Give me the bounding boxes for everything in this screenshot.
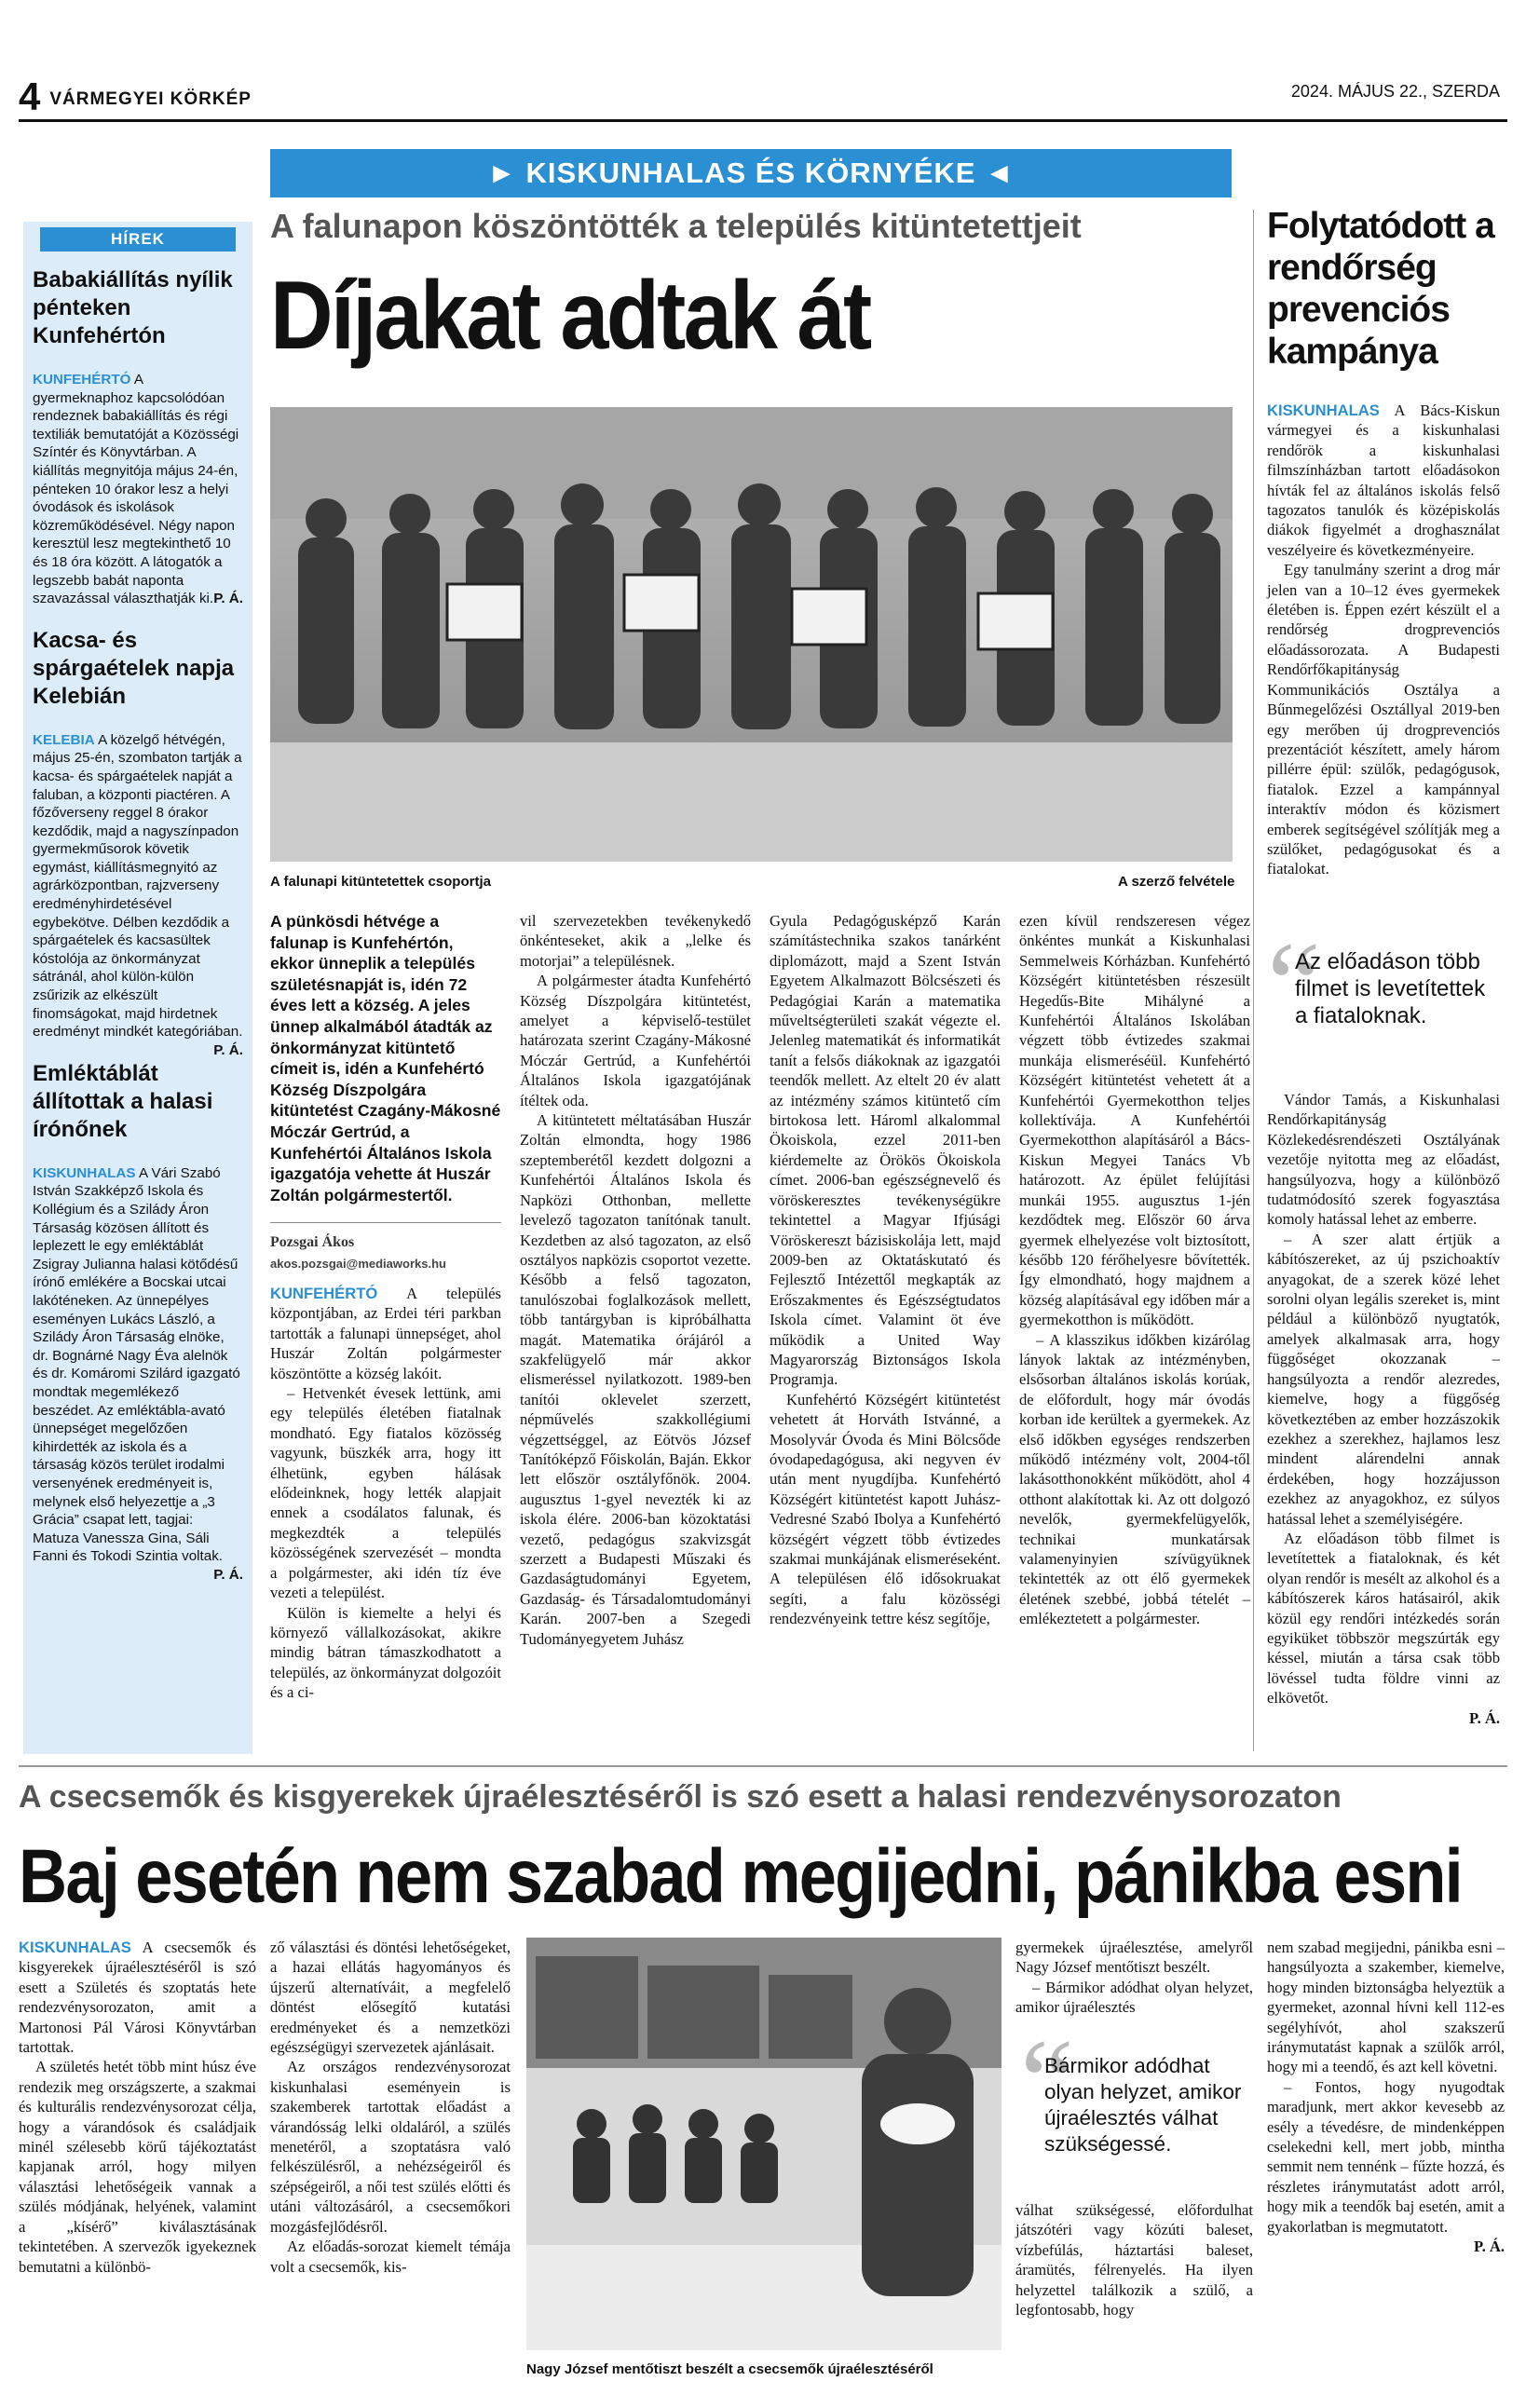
main-article-subtitle: A falunapon köszöntötték a település kitüntetettjeit <box>270 207 1082 245</box>
brief-body <box>33 1164 243 1583</box>
brief-text: A közelgő hétvégén, május 25-én, szombaton tartják a kacsa- és spárgaételek napját a faluban, a központi piactéren. A főzőverseny reggel 8 órakor kezdődik, majd a nagyszínpadon gyermekműsorok követik egymást, kiállításmegnyitó az agrárközpontban, rajzverseny eredményhirdetésével egybekötve. Délben kezdődik a spárgaételek és kacsasültek kóstolója az önkormányzat sátránál, ahol külön-külön zsűrizik az elkészült finomságokat, majd hirdetnek eredményt mindkét kategóriában. <box>33 731 243 1041</box>
brief-text: A Vári Szabó István Szakképző Iskola és Kollégium és a Szilády Áron Társaság közösen állított és leplezett le egy emléktáblát Zsigray Julianna halasi kötődésű írónő emlékére a Bocskai utcai lakóténeken. Az ünnepélyes eseményen Lukács László, a Szilády Áron Társaság elnöke, dr. Bognárné Nagy Éva alelnök és dr. Komáromi Szilárd igazgató mondtak megemlékező beszédet. Az emléktábla-avató ünnepséget megelőzően kihirdették az iskola és a társaság közös terület irodalmi versenyének eredményeit is, melynek első helyezettje a „3 Grácia” csapat lett, tagjai: Matuza Vanessza Gina, Sáli Fanni és Tokodi Szintia voltak. <box>33 1164 240 1565</box>
header-divider <box>19 119 1507 122</box>
award-group-photo <box>270 407 1233 862</box>
brief-text: A gyermeknaphoz kapcsolódóan rendeznek babakiállítás és régi textiliák bemutatóját a Közösségi Színtér és Könyvtárban. A kiállítás megnyitója május 24-én, pénteken 10 órakor lesz a helyi óvodások és iskolások közreműködésével. Négy napon keresztül lesz megtekinthető 10 és 18 óra között. A látogatók a legszebb babát naponta szavazással választhatják ki. <box>33 372 239 607</box>
paragraph: A születés hetét több mint húsz éve rendezik meg országszerte, a szakmai és kulturális rendezvénysorozat célja, hogy a várandósok és családjaik minél szélesebb körű tájékoztatást kapjanak arról, hogy milyen választási lehetőségeik vannak a szülés módjának, helyének, valamint a „kísérő” kiválasztásának tekintetében. A szervezők igyekeznek bemutatni a különbö- <box>19 2058 256 2276</box>
page-number: 4 <box>19 75 41 118</box>
quote-text: Az előadáson több filmet is levetítettek a fiataloknak. <box>1295 949 1486 1028</box>
issue-date: 2024. MÁJUS 22., SZERDA <box>1290 82 1500 101</box>
brief-kicker: KUNFEHÉRTÓ <box>33 372 131 388</box>
pull-quote <box>1020 2015 1253 2198</box>
byline: Pozsgai Ákos <box>270 1222 501 1254</box>
brief-signature: P. Á. <box>213 1041 243 1058</box>
right-article-headline: Folytatódott a rendőrség prevenciós kampánya <box>1267 206 1494 372</box>
quote-mark-icon: “ <box>1267 918 1321 1052</box>
paragraph: gyermekek újraélesztése, amelyről Nagy József mentőtiszt beszélt. <box>1015 1939 1253 1977</box>
main-article-headline: Díjakat adtak át <box>270 262 870 370</box>
section-divider <box>19 1765 1507 1767</box>
news-sidebar <box>23 222 252 1754</box>
article-kicker: KISKUNHALAS <box>19 1939 131 1956</box>
brief-signature: P. Á. <box>213 1566 243 1583</box>
paper-name: VÁRMEGYEI KÖRKÉP <box>49 89 252 109</box>
paragraph: vil szervezetekben tevékenykedő önkénteseket, akik a „lelke és motorjai” a településnek. <box>520 912 751 970</box>
paragraph: A polgármester átadta Kunfehértó Község Díszpolgára kitüntetést, amelyet a képviselő-testület határozata szerint Czagány-Mákosné Móczár Gertrúd, a Kunfehértói Általános Iskola igazgatójának ítéltek oda. <box>520 972 751 1109</box>
paragraph: Egy tanulmány szerint a drog már jelen van a 10–12 éves gyermekek életében is. Éppen ezért készült el a rendőrség drogprevenciós előadássorozata. A Budapesti Rendőrfőkapitányság Kommunikációs Osztálya a Bűnmegelőzési Osztállyal 2019-ben egy merőben új drogprevenciós prezentációt készített, amely három pillérre épül: szülők, pedagógusok, fiatalok. Ezzel a kampánnyal interaktív módon és közismert emberek segítségével szólítják meg a szülőket, pedagógusokat és a fiatalokat. <box>1267 561 1500 878</box>
paragraph: nem szabad megijedni, pánikba esni – hangsúlyozta a szakember, kiemelve, hogy minden biztonságba helyeztük a gyermeket, azonnal hívni kell 112-es segélyhívót, ahol szakszerű iránymutatást kapnak a szülők arról, hogy mi a teendő, és azt kell követni. <box>1267 1939 1505 2076</box>
paragraph: – A szer alatt értjük a kábítószereket, az új pszichoaktív anyagokat, de a szerek közé lehet sorolni olyan legális szereket is, mint például a különböző nyugtatók, amelyek alkalmasak arra, hogy függőséget okozzanak – hangsúlyozta a rendőr alezredes, kiemelve, hogy a függőség következtében az ember hozzászokik ezekhez a szerekhez, hajlamos lesz mindent alárendelni annak érdekében, hogy hozzájusson ezekhez az anyagokhoz, ez súlyos hatással lehet a személyiségére. <box>1267 1230 1500 1528</box>
brief-kicker: KISKUNHALAS <box>33 1164 136 1181</box>
brief-title: Kacsa- és spárgaételek napja Kelebián <box>33 627 235 709</box>
brief-title: Emléktáblát állítottak a halasi írónőnek <box>33 1060 213 1142</box>
paragraph: Kunfehértó Községért kitüntetést vehetett át Horváth Istvánné, a Mosolyvár Óvoda és Mini Bölcsőde óvodapedagógusa, aki negyven év után ment nyugdíjba. Kunfehértó Községért kitüntetést kapott Juhász-Vedresné Szabó Ibolya a Kunfehértó községért végzett több évtizedes szakmai munkájának elismeréseként. A településen élő idősokruakat segíti, a falu közösségi rendezvényeink tettre kész segítője, <box>770 1390 1001 1628</box>
section-banner: ► KISKUNHALAS ÉS KÖRNYÉKE ◄ <box>270 149 1232 197</box>
article-lead <box>270 911 501 1275</box>
bottom-article-column-2 <box>270 1938 511 2277</box>
brief-title: Babakiállítás nyílik pénteken Kunfehértón <box>33 267 233 348</box>
photo-credit: A szerző felvétele <box>1118 874 1235 890</box>
brief-item <box>33 1060 243 1583</box>
paragraph: – Bármikor adódhat olyan helyzet, amikor újraélesztés <box>1015 1978 1253 2017</box>
quote-mark-icon: “ <box>1020 2015 1074 2149</box>
bottom-article-column-1 <box>19 1938 256 2277</box>
paragraph: Az előadáson több filmet is levetítettek a fiataloknak, és két olyan rendőr is mesélt az alkohol és a kábítószerek káros hatásairól, akik közül egy rendőri intézkedés során egyiküket többször megszúrták egy késsel, miután a társa csak több lövéssel tudta földre vinni az elkövetőt. <box>1267 1529 1500 1707</box>
paragraph: válhat szükségessé, előfordulhat játszótéri vagy közúti baleset, vízbefúlás, háztartási baleset, áramütés, félrenyelés. Ha ilyen helyzettel találkozik a szülő, a legfontosabb, hogy <box>1015 2201 1253 2320</box>
paragraph: Külön is kiemelte a helyi és környező vállalkozásokat, akikre mindig bátran támaszkodhatott a település, az önkormányzat dolgozóit és a ci- <box>270 1603 501 1702</box>
paragraph: ezen kívül rendszeresen végez önkéntes munkát a Kiskunhalasi Semmelweis Kórházban. Kunfehértó Községért kitüntetésben részesült Hegedűs-Bite Mihályné a Kunfehértói Általános Iskolában végzett több évtizedes szakmai munkája elismeréséül. Kunfehértó Községért kitüntetést vehetett át a Kunfehértói Gyermekotthon teljes kollektívája. A Kunfehértói Gyermekotthon alapításáról a Bács-Kiskun Megyei Tanács Vb határozott. Az épület felújítási munkái 1955. augusztus 1-jén kezdődtek meg. Először 60 árva gyermek elhelyezése volt biztosított, később 120 férőhelyesre bővítették. Így elmondható, hogy majdnem a község alapításával egy időben már a gyermekotthon is működött. <box>1019 912 1250 1329</box>
brief-body <box>33 371 243 608</box>
paragraph: A kitüntetett méltatásában Huszár Zoltán elmondta, hogy 1986 szeptemberétől kezdett dolgozni a Kunfehértói Általános Iskola és Napközi Otthonban, mellette levelező tagozaton tanítónak tanult. Kezdetben az alsó tagozaton, az első osztályos napközis csoportot vezette. Később a felső tagozaton, tanulószobai foglalkozások mellett, több tantárgyban is kipróbálhatta magát. Matematika órájáról a szakfelügyelő már akkor elismeréssel nyilatkozott. 1989-ben tanítói oklevelet szerzett, népművelés szakkollégiumi végzettséggel, az Eötvös József Tanítóképző Főiskolán, Baján. Ekkor lett először osztályfőnök. 2004. augusztus 1-gyel nevezték ki az iskola élére. 2006-ban közoktatási vezető, pedagógus szakvizsgát szerzett a Budapesti Műszaki és Gazdaságtudományi Egyetem, Gazdaság- és Társadalomtudományi Karán. 2007-ben a Szegedi Tudományegyetem Juhász <box>520 1111 751 1648</box>
photo-caption: A falunapi kitüntetettek csoportja <box>270 874 491 890</box>
article-signature: P. Á. <box>1473 2238 1505 2256</box>
right-article-body-continued <box>1267 1090 1500 1728</box>
main-article-column-1 <box>270 1284 501 1703</box>
paragraph: A Bács-Kiskun vármegyei és a kiskunhalasi rendőrök a kiskunhalasi filmszínházban tartott előadásokon hívták fel az általános iskolás felső tagozatos tanulók és középiskolás diákok figyelmét a droghasználat veszélyeire és következményeire. <box>1267 401 1500 559</box>
brief-item <box>33 627 243 1058</box>
paragraph: A csecsemők és kisgyerekek újraélesztéséről is szó esett a Születés és szoptatás hete rendezvénysorozaton, amit a Martonosi Pál Városi Könyvtárban tartottak. <box>19 1939 256 2057</box>
paragraph: Vándor Tamás, a Kiskunhalasi Rendőrkapitányság Közlekedésrendészeti Osztályának vezetője nyitotta meg az előadást, hangsúlyozva, hogy a különböző tudatmódosító szerek fogyasztása komoly hatással lehet az emberre. <box>1267 1091 1500 1229</box>
main-article-column-4 <box>1019 911 1250 1629</box>
quote-text: Bármikor adódhat olyan helyzet, amikor újraélesztés válhat szükségessé. <box>1044 2054 1242 2156</box>
bottom-article-subtitle: A csecsemők és kisgyerekek újraélesztéséről is szó esett a halasi rendezvénysorozaton <box>19 1779 1342 1815</box>
group-photo-illustration <box>270 407 1233 862</box>
paragraph: ző választási és döntési lehetőségeket, a hazai ellátás hagyományos és újszerű alternatíváit, a megfelelő döntést elősegítő kutatási eredményeket és a nemzetközi egészségügyi szervezetek ajánlásait. <box>270 1939 511 2057</box>
paragraph: – Hetvenkét évesek lettünk, ami egy település életében fiatalnak mondható. Egy fiatalos közösség vagyunk, büszkék arra, hogy itt élhetünk, egyben hálásak elődeinknek, hogy lették alapjait ennek a csodálatos falunak, és megkezdték a település közösségének szervezését – mondta a polgármester, aki idén tíz éve vezeti a települést. <box>270 1384 501 1602</box>
pull-quote <box>1267 918 1500 1064</box>
article-signature: P. Á. <box>1468 1708 1500 1727</box>
bottom-article-column-3 <box>1015 1938 1253 2018</box>
paragraph: Az országos rendezvénysorozat kiskunhalasi eseményein is szakemberek tartottak előadást a várandósság lelki oldaláról, a szülés menetéről, a szoptatásra való felkészülésről, a nehézségeiről és szépségeiről, a női test szülés előtti és utáni változásáról, a csecsemőkori mozgásfejlődésről. <box>270 2058 511 2236</box>
column-divider <box>1253 210 1254 1751</box>
paragraph: Az előadás-sorozat kiemelt témája volt a csecsemők, kis- <box>270 2238 511 2276</box>
lead-text: A pünkösdi hétvége a falunap is Kunfehértón, ekkor ünneplik a település születésnapját is, idén 72 éves lett a község. A jeles ünnep alkalmából átadták az önkormányzat kitüntető címeit is, idén a Kunfehértó Község Díszpolgára kitüntetést Czagány-Mákosné Móczár Gertrúd, a Kunfehértói Általános Iskola igazgatója vehette át Huszár Zoltán polgármestertől. <box>270 912 501 1204</box>
page-header <box>19 75 252 119</box>
paragraph: A település központjában, az Erdei téri parkban tartották a falunapi ünnepséget, ahol Huszár Zoltán polgármester köszöntötte a község lakóit. <box>270 1285 501 1382</box>
paragraph: – A klasszikus időkben kizárólag lányok laktak az intézményben, elsősorban általános iskolás korúak, de előfordult, hogy már óvodás korban ide kerültek a gyermekek. Az első időkben egységes rendszerben működő intézmény volt, 2004-től lakásotthonokként működött, ahol 4 otthont alakítottak ki. Az ott dolgozó nevelők, gyermekfelügyelők, technikai munkatársak valamenyinyien szívügyüknek tekintették az ott élő gyermekek életének szebbé, jobbá tételét – emlékeztetett a polgármester. <box>1019 1330 1250 1628</box>
brief-kicker: KELEBIA <box>33 731 95 748</box>
paragraph: – Fontos, hogy nyugodtak maradjunk, mert akkor kevesebb az esély a tévedésre, de mindenképpen cselekedni kell, mert jobb, mintha semmit nem tennénk – fűzte hozzá, és részletes iránymutatást adott arról, hogy mik a teendők baj esetén, amit a gyakorlatban is megmutatott. <box>1267 2077 1505 2236</box>
library-lecture-photo <box>526 1938 1001 2350</box>
article-kicker: KISKUNHALAS <box>1267 401 1380 419</box>
main-article-column-2 <box>520 911 751 1649</box>
photo-caption: Nagy József mentőtiszt beszélt a csecsemők újraélesztéséről <box>526 2361 933 2377</box>
bottom-article-column-3-continued <box>1015 2200 1253 2320</box>
news-tag: HÍREK <box>40 227 236 252</box>
lecture-photo-illustration <box>526 1938 1001 2350</box>
bottom-article-column-4 <box>1267 1938 1505 2257</box>
brief-item <box>33 266 243 608</box>
brief-body <box>33 731 243 1058</box>
byline-email: akos.pozsgai@mediaworks.hu <box>270 1256 446 1271</box>
article-kicker: KUNFEHÉRTÓ <box>270 1285 378 1302</box>
right-article-body <box>1267 401 1500 879</box>
paragraph: Gyula Pedagógusképző Karán számítástechnika szakos tanárként diplomázott, majd a Szent István Egyetem Alkalmazott Bölcsészeti és Pedagógiai Karán a matematika műveltségterületi szakát végezte el. Jelenleg matematikát és informatikát tanít a felsős diákoknak az igazgatói teendők mellett. Az eltelt 20 év alatt az intézmény számos kitüntető cím birtokosa lett. Hároml alkalommal Ökoiskola, ezzel 2011-ben kiérdemelte az Örökös Ökoiskola címet. 2006-ban egészségnevelő és vöröskeresztes tevékenységükre tekintettel a Magyar Ifjúsági Vöröskereszt bázisiskolája lett, majd 2009-ben az Oktatáskutató és Fejlesztő Intézettől megkapták az Erőszakmentes és Egészségtudatos Iskola címet. Valamint öt éve működik a United Way Magyarország Biztonságos Iskola Programja. <box>770 912 1001 1389</box>
main-article-column-3 <box>770 911 1001 1629</box>
bottom-article-headline: Baj esetén nem szabad megijedni, pánikba esni <box>19 1834 1462 1919</box>
brief-signature: P. Á. <box>213 591 243 607</box>
